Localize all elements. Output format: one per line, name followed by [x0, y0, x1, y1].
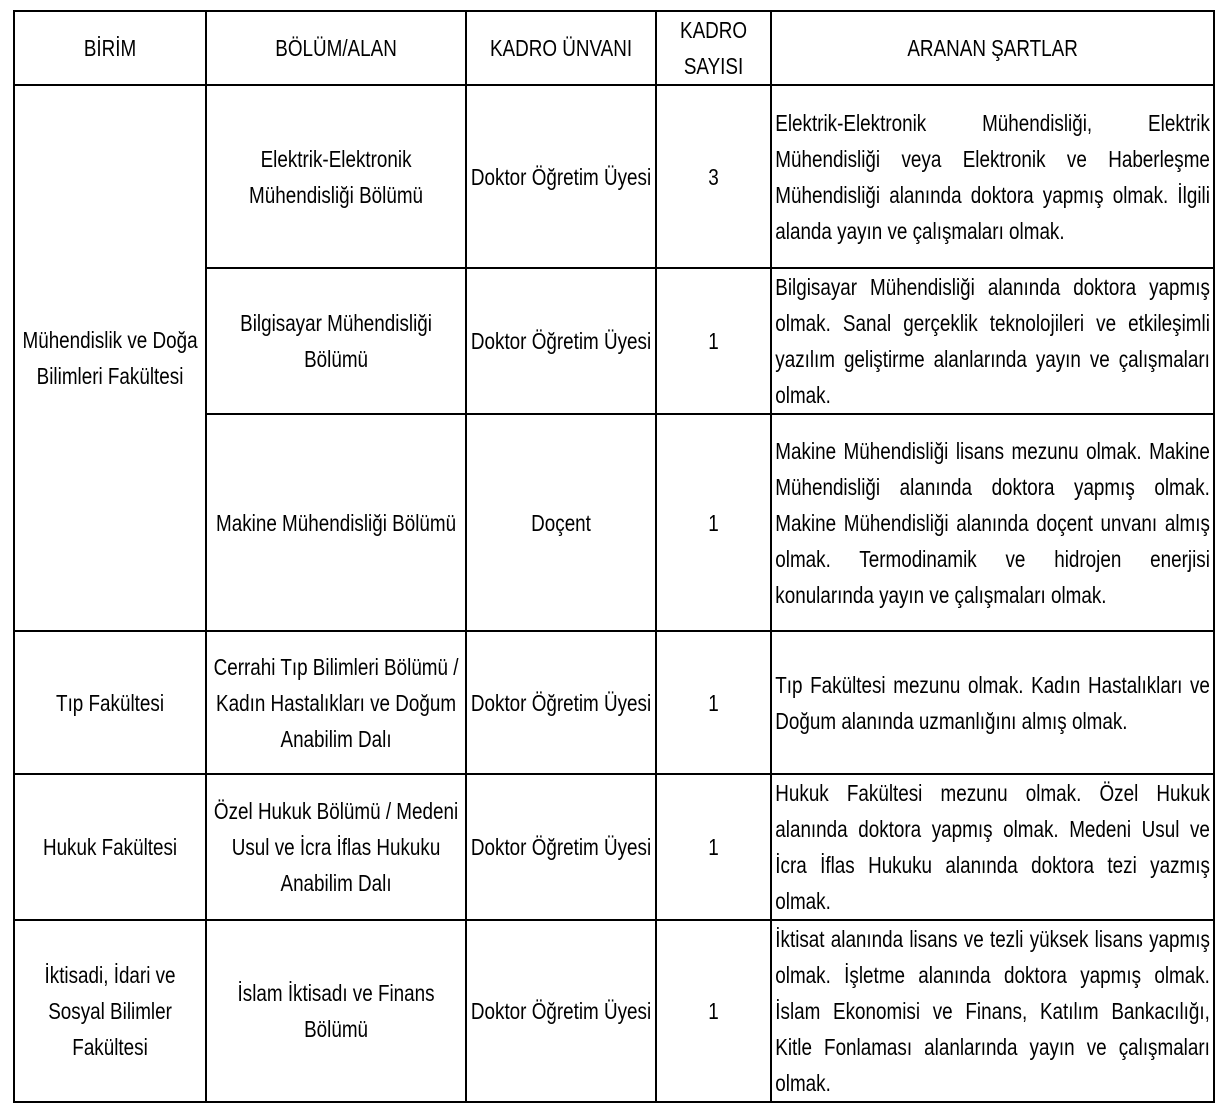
unvan-cell: Doktor Öğretim Üyesi: [466, 920, 656, 1102]
table-row: [14, 774, 1214, 920]
header-sartlar: ARANAN ŞARTLAR: [771, 11, 1214, 85]
birim-cell: Mühendislik ve Doğa Bilimleri Fakültesi: [14, 85, 206, 631]
unvan-cell: Doktor Öğretim Üyesi: [466, 631, 656, 774]
sartlar-cell: Tıp Fakültesi mezunu olmak. Kadın Hastalıkları ve Doğum alanında uzmanlığını almış olmak.: [771, 631, 1214, 774]
header-birim: BİRİM: [14, 11, 206, 85]
bolum-cell: Elektrik-Elektronik Mühendisliği Bölümü: [206, 85, 466, 268]
unvan-cell: Doçent: [466, 414, 656, 631]
sayi-cell: 1: [656, 414, 771, 631]
sartlar-cell: Elektrik-Elektronik Mühendisliği, Elektrik Mühendisliği veya Elektronik ve Haberleşme Mühendisliği alanında doktora yapmış olmak. İlgili alanda yayın ve çalışmaları olmak.: [771, 85, 1214, 268]
header-row: [14, 11, 1214, 85]
sayi-cell: 1: [656, 268, 771, 414]
sartlar-cell: Hukuk Fakültesi mezunu olmak. Özel Hukuk alanında doktora yapmış olmak. Medeni Usul ve İcra İflas Hukuku alanında doktora tezi yazmış olmak.: [771, 774, 1214, 920]
bolum-cell: Makine Mühendisliği Bölümü: [206, 414, 466, 631]
unvan-cell: Doktor Öğretim Üyesi: [466, 774, 656, 920]
birim-cell: Tıp Fakültesi: [14, 631, 206, 774]
table-row: [14, 920, 1214, 1102]
bolum-cell: Özel Hukuk Bölümü / Medeni Usul ve İcra İflas Hukuku Anabilim Dalı: [206, 774, 466, 920]
bolum-cell: Cerrahi Tıp Bilimleri Bölümü / Kadın Hastalıkları ve Doğum Anabilim Dalı: [206, 631, 466, 774]
header-bolum: BÖLÜM/ALAN: [206, 11, 466, 85]
table-row: [14, 85, 1214, 268]
unvan-cell: Doktor Öğretim Üyesi: [466, 85, 656, 268]
unvan-cell: Doktor Öğretim Üyesi: [466, 268, 656, 414]
kadro-table: [13, 10, 1215, 1103]
sartlar-cell: İktisat alanında lisans ve tezli yüksek lisans yapmış olmak. İşletme alanında doktora yapmış olmak. İslam Ekonomisi ve Finans, Katılım Bankacılığı, Kitle Fonlaması alanlarında yayın ve çalışmaları olmak.: [771, 920, 1214, 1102]
birim-cell: İktisadi, İdari ve Sosyal Bilimler Fakültesi: [14, 920, 206, 1102]
birim-cell: Hukuk Fakültesi: [14, 774, 206, 920]
bolum-cell: İslam İktisadı ve Finans Bölümü: [206, 920, 466, 1102]
sartlar-cell: Bilgisayar Mühendisliği alanında doktora yapmış olmak. Sanal gerçeklik teknolojileri ve etkileşimli yazılım geliştirme alanlarında yayın ve çalışmaları olmak.: [771, 268, 1214, 414]
bolum-cell: Bilgisayar Mühendisliği Bölümü: [206, 268, 466, 414]
sayi-cell: 1: [656, 631, 771, 774]
sartlar-cell: Makine Mühendisliği lisans mezunu olmak. Makine Mühendisliği alanında doktora yapmış olmak. Makine Mühendisliği alanında doçent unvanı almış olmak. Termodinamik ve hidrojen enerjisi konularında yayın ve çalışmaları olmak.: [771, 414, 1214, 631]
sayi-cell: 3: [656, 85, 771, 268]
table-row: [14, 631, 1214, 774]
header-sayi: KADRO SAYISI: [656, 11, 771, 85]
sayi-cell: 1: [656, 920, 771, 1102]
header-unvan: KADRO ÜNVANI: [466, 11, 656, 85]
sayi-cell: 1: [656, 774, 771, 920]
